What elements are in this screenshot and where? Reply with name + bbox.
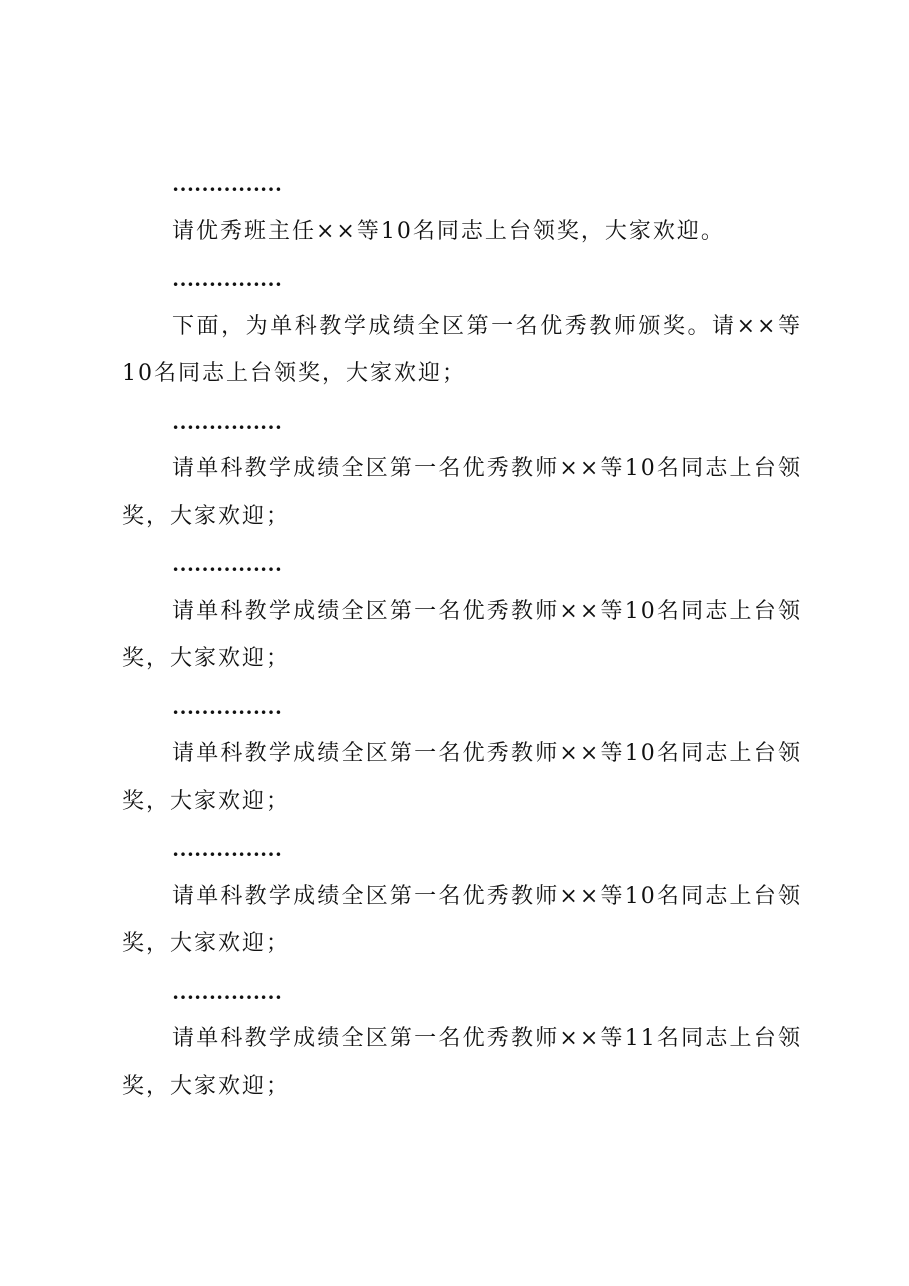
ellipsis-line: …………… — [172, 171, 282, 196]
ellipsis-line: …………… — [172, 266, 282, 291]
paragraph: 请单科教学成绩全区第一名优秀教师××等10名同志上台领奖，大家欢迎； — [122, 741, 802, 814]
paragraph: 请优秀班主任××等10名同志上台领奖，大家欢迎。 — [172, 218, 725, 244]
paragraph: 下面，为单科教学成绩全区第一名优秀教师颁奖。请××等10名同志上台领奖，大家欢迎； — [122, 313, 802, 386]
paragraph: 请单科教学成绩全区第一名优秀教师××等10名同志上台领奖，大家欢迎； — [122, 456, 802, 529]
ellipsis-line: …………… — [172, 836, 282, 861]
ellipsis-line: …………… — [172, 551, 282, 576]
ellipsis-line: …………… — [172, 978, 282, 1004]
ellipsis-line: …………… — [172, 693, 282, 719]
paragraph: 请单科教学成绩全区第一名优秀教师××等11名同志上台领奖，大家欢迎； — [122, 1026, 802, 1099]
paragraph: 请单科教学成绩全区第一名优秀教师××等10名同志上台领奖，大家欢迎； — [122, 883, 802, 956]
ellipsis-line: …………… — [172, 408, 282, 434]
paragraph: 请单科教学成绩全区第一名优秀教师××等10名同志上台领奖，大家欢迎； — [122, 598, 802, 671]
document-body — [122, 160, 802, 1110]
